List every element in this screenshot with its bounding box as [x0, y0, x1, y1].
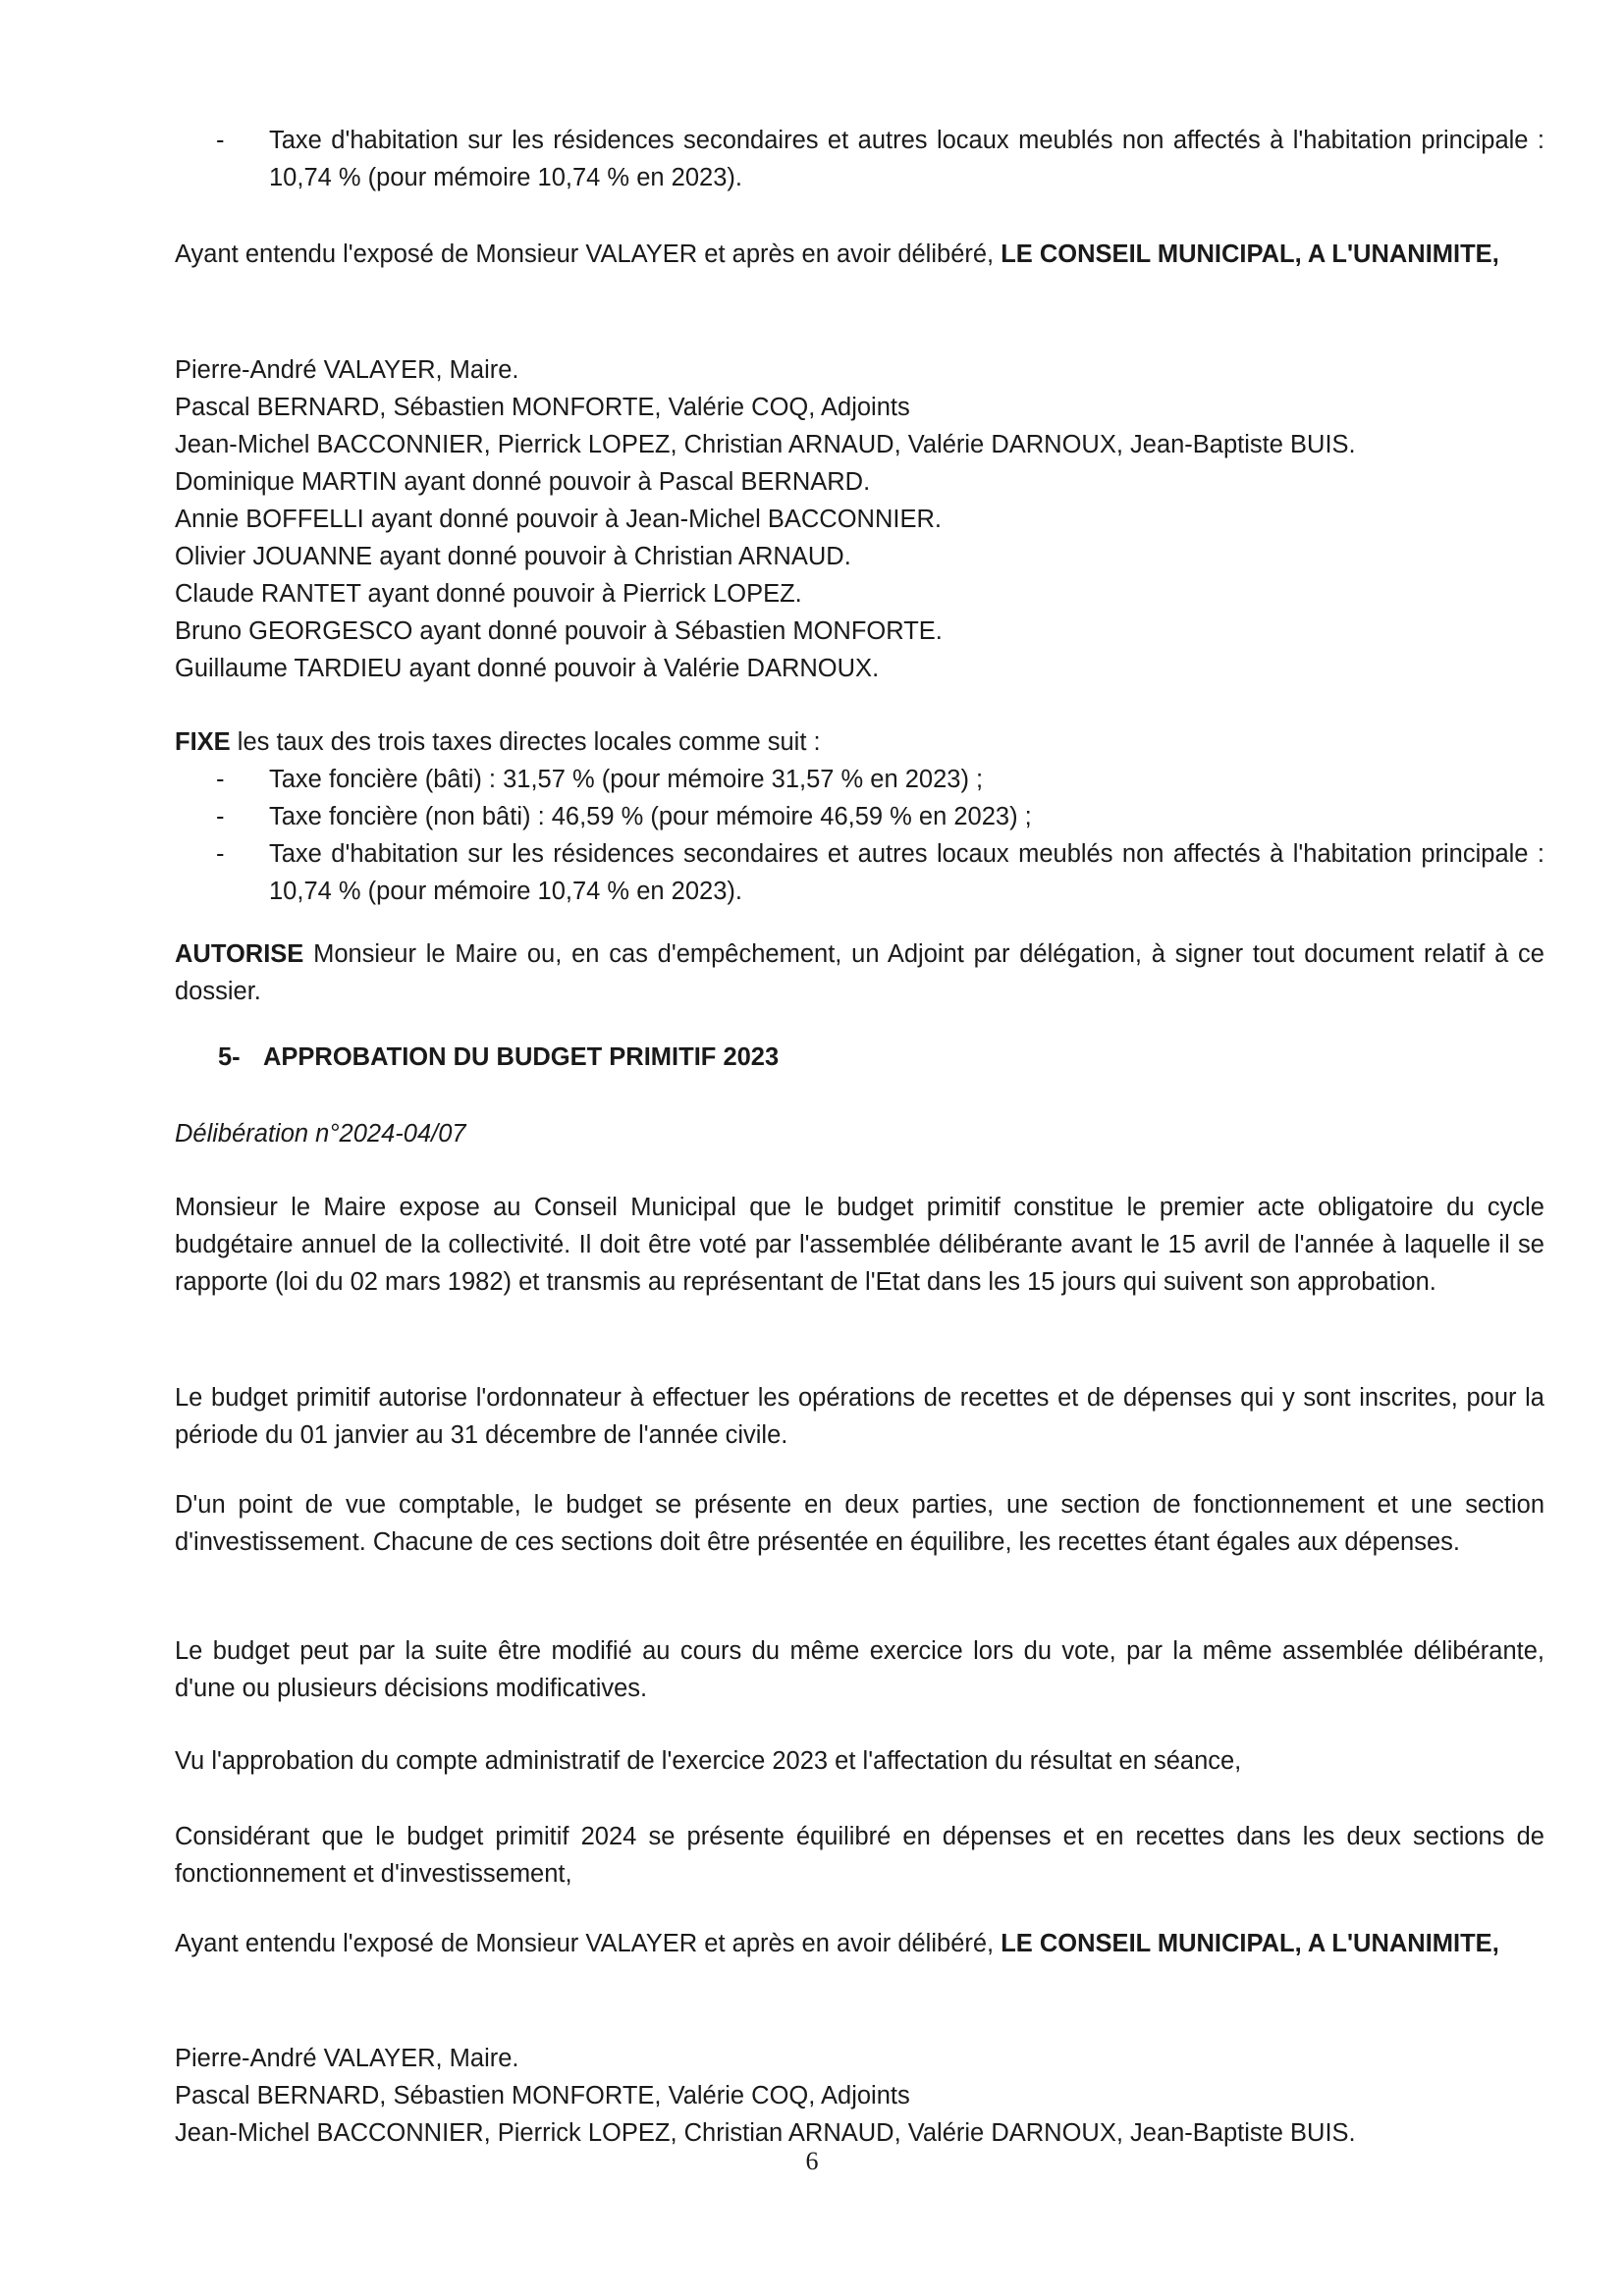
- vote-statement-1: [175, 236, 1544, 273]
- vote-statement-2: [175, 1925, 1544, 1962]
- fixe-section: [175, 723, 1544, 910]
- vote-intro: Ayant entendu l'exposé de Monsieur VALAYER et après en avoir délibéré,: [175, 240, 1001, 268]
- tax-rate-text: Taxe d'habitation sur les résidences secondaires et autres locaux meublés non affectés à l'habitation principale : 10,74 % (pour mémoire 10,74 % en 2023).: [269, 840, 1544, 905]
- bullet-dash: -: [216, 766, 225, 793]
- attendee-line: Jean-Michel BACCONNIER, Pierrick LOPEZ, Christian ARNAUD, Valérie DARNOUX, Jean-Baptiste BUIS.: [175, 431, 1356, 458]
- fixe-keyword: FIXE: [175, 728, 231, 756]
- autorise-text: Monsieur le Maire ou, en cas d'empêchement, un Adjoint par délégation, à signer tout document relatif à ce dossier.: [175, 940, 1544, 1005]
- section-number: 5-: [218, 1043, 241, 1071]
- attendee-line: Dominique MARTIN ayant donné pouvoir à Pascal BERNARD.: [175, 468, 871, 496]
- vote-intro: Ayant entendu l'exposé de Monsieur VALAYER et après en avoir délibéré,: [175, 1930, 1001, 1957]
- tax-rate-item: [175, 798, 1544, 835]
- tax-rate-item: [175, 761, 1544, 798]
- bullet-dash: -: [216, 127, 225, 154]
- attendees-list-2: [175, 2040, 1544, 2152]
- tax-rate-text: Taxe foncière (bâti) : 31,57 % (pour mémoire 31,57 % en 2023) ;: [269, 766, 984, 793]
- top-bullet-list: [175, 122, 1544, 196]
- attendees-list-1: [175, 351, 1544, 687]
- autorise-statement: [175, 935, 1544, 1010]
- tax-rate-text: Taxe foncière (non bâti) : 46,59 % (pour mémoire 46,59 % en 2023) ;: [269, 803, 1032, 830]
- attendee-line: Pascal BERNARD, Sébastien MONFORTE, Valérie COQ, Adjoints: [175, 2082, 910, 2109]
- attendee-line: Olivier JOUANNE ayant donné pouvoir à Christian ARNAUD.: [175, 543, 851, 570]
- section-title: APPROBATION DU BUDGET PRIMITIF 2023: [263, 1043, 780, 1071]
- attendee-line: Claude RANTET ayant donné pouvoir à Pierrick LOPEZ.: [175, 580, 802, 608]
- paragraph-expose: Monsieur le Maire expose au Conseil Municipal que le budget primitif constitue le premier acte obligatoire du cycle budgétaire annuel de la collectivité. Il doit être voté par l'assemblée délibérante avant le 15 avril de l'année à laquelle il se rapporte (loi du 02 mars 1982) et transmis au représentant de l'Etat dans les 15 jours qui suivent son approbation.: [175, 1194, 1544, 1296]
- vote-decision: LE CONSEIL MUNICIPAL, A L'UNANIMITE,: [1001, 1930, 1499, 1957]
- fixe-intro: [175, 723, 1544, 761]
- attendee-line: Pierre-André VALAYER, Maire.: [175, 2045, 519, 2072]
- attendee-line: Bruno GEORGESCO ayant donné pouvoir à Sébastien MONFORTE.: [175, 617, 943, 645]
- tax-rate-item: [175, 835, 1544, 910]
- attendee-line: Annie BOFFELLI ayant donné pouvoir à Jean-Michel BACCONNIER.: [175, 506, 942, 533]
- vote-decision: LE CONSEIL MUNICIPAL, A L'UNANIMITE,: [1001, 240, 1499, 268]
- page-number: 6: [805, 2147, 819, 2175]
- autorise-keyword: AUTORISE: [175, 940, 304, 968]
- attendee-line: Pascal BERNARD, Sébastien MONFORTE, Valérie COQ, Adjoints: [175, 394, 910, 421]
- fixe-text: les taux des trois taxes directes locales comme suit :: [230, 728, 821, 756]
- tax-rate-list: [175, 761, 1544, 910]
- deliberation-number: Délibération n°2024-04/07: [175, 1120, 466, 1148]
- attendee-line: Jean-Michel BACCONNIER, Pierrick LOPEZ, Christian ARNAUD, Valérie DARNOUX, Jean-Baptiste BUIS.: [175, 2119, 1356, 2147]
- bullet-text: Taxe d'habitation sur les résidences secondaires et autres locaux meublés non affectés à l'habitation principale : 10,74 % (pour mémoire 10,74 % en 2023).: [269, 127, 1544, 191]
- paragraph-modification: Le budget peut par la suite être modifié au cours du même exercice lors du vote, par la même assemblée délibérante, d'une ou plusieurs décisions modificatives.: [175, 1637, 1544, 1702]
- section-heading: [218, 1039, 1494, 1076]
- paragraph-comptable: D'un point de vue comptable, le budget se présente en deux parties, une section de fonctionnement et une section d'investissement. Chacune de ces sections doit être présentée en équilibre, les recettes étant égales aux dépenses.: [175, 1491, 1544, 1556]
- bullet-item: [175, 122, 1544, 196]
- paragraph-considerant: Considérant que le budget primitif 2024 se présente équilibré en dépenses et en recettes dans les deux sections de fonctionnement et d'investissement,: [175, 1823, 1544, 1888]
- paragraph-vu: Vu l'approbation du compte administratif de l'exercice 2023 et l'affectation du résultat en séance,: [175, 1747, 1242, 1775]
- attendee-line: Pierre-André VALAYER, Maire.: [175, 356, 519, 384]
- paragraph-autorisation: Le budget primitif autorise l'ordonnateur à effectuer les opérations de recettes et de dépenses qui y sont inscrites, pour la période du 01 janvier au 31 décembre de l'année civile.: [175, 1384, 1544, 1449]
- attendee-line: Guillaume TARDIEU ayant donné pouvoir à Valérie DARNOUX.: [175, 655, 880, 682]
- bullet-dash: -: [216, 803, 225, 830]
- bullet-dash: -: [216, 840, 225, 868]
